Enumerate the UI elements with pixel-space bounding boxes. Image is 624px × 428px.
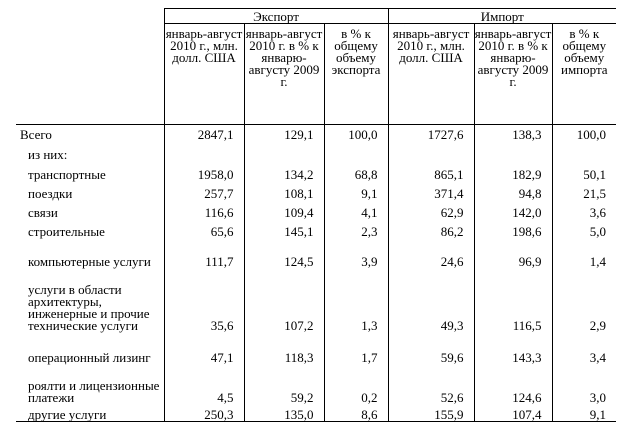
cell: 143,3 [474, 332, 552, 364]
cell: 9,1 [324, 181, 388, 200]
cell: 49,3 [388, 268, 474, 332]
cell: 1958,0 [164, 161, 244, 181]
cell: 3,0 [552, 364, 616, 404]
cell: 59,2 [244, 364, 324, 404]
cell: 0,2 [324, 364, 388, 404]
cell: 94,8 [474, 181, 552, 200]
cell: 107,2 [244, 268, 324, 332]
cell: 155,9 [388, 404, 474, 422]
table-row [16, 219, 616, 238]
table-row [16, 364, 616, 404]
table-row [16, 161, 616, 181]
cell: 865,1 [388, 161, 474, 181]
row-label: Всего [20, 126, 52, 142]
cell: 2,3 [324, 219, 388, 238]
table-row [16, 332, 616, 364]
cell: 182,9 [474, 161, 552, 181]
table-row [16, 200, 616, 219]
cell [474, 141, 552, 161]
cell: 129,1 [244, 125, 324, 141]
cell: 24,6 [388, 238, 474, 268]
cell: 257,7 [164, 181, 244, 200]
group-header-row [16, 9, 616, 24]
export-share-header: в % к общему объему экспорта [324, 24, 388, 125]
cell: 59,6 [388, 332, 474, 364]
cell: 100,0 [324, 125, 388, 141]
cell: 50,1 [552, 161, 616, 181]
table-row [16, 404, 616, 422]
cell: 1,3 [324, 268, 388, 332]
cell: 96,9 [474, 238, 552, 268]
label-header [16, 24, 164, 125]
row-label: связи [28, 204, 58, 220]
cell: 8,6 [324, 404, 388, 422]
cell: 2847,1 [164, 125, 244, 141]
row-label: другие услуги [16, 404, 164, 422]
cell: 135,0 [244, 404, 324, 422]
cell: 4,1 [324, 200, 388, 219]
table-row [16, 125, 616, 141]
cell: 107,4 [474, 404, 552, 422]
cell [388, 141, 474, 161]
table-row [16, 181, 616, 200]
cell: 116,6 [164, 200, 244, 219]
cell: 1,4 [552, 238, 616, 268]
column-header-row [16, 24, 616, 125]
cell: 111,7 [164, 238, 244, 268]
cell: 116,5 [474, 268, 552, 332]
table-row [16, 268, 616, 332]
cell: 4,5 [164, 364, 244, 404]
import-value-header: январь-август 2010 г., млн. долл. США [388, 24, 474, 125]
cell: 62,9 [388, 200, 474, 219]
row-label: из них: [28, 146, 68, 162]
cell: 86,2 [388, 219, 474, 238]
row-label: поездки [28, 185, 73, 201]
cell: 134,2 [244, 161, 324, 181]
table-row [16, 141, 616, 161]
cell: 2,9 [552, 268, 616, 332]
cell: 138,3 [474, 125, 552, 141]
cell: 108,1 [244, 181, 324, 200]
cell: 371,4 [388, 181, 474, 200]
cell [244, 141, 324, 161]
cell: 1,7 [324, 332, 388, 364]
cell: 124,5 [244, 238, 324, 268]
cell: 100,0 [552, 125, 616, 141]
row-label: компьютерные услуги [28, 253, 151, 269]
row-label: операционный лизинг [28, 349, 151, 365]
row-label: роялти и лицензионные платежи [28, 377, 160, 405]
export-header: Экспорт [164, 9, 388, 24]
cell: 3,4 [552, 332, 616, 364]
row-label: строительные [28, 223, 105, 239]
cell: 198,6 [474, 219, 552, 238]
header-blank [16, 9, 164, 24]
import-pct-prev-header: январь-август 2010 г. в % к январю-августу 2009 г. [474, 24, 552, 125]
cell: 35,6 [164, 268, 244, 332]
cell: 145,1 [244, 219, 324, 238]
import-header: Импорт [388, 9, 616, 24]
table-row [16, 238, 616, 268]
cell [164, 141, 244, 161]
cell: 109,4 [244, 200, 324, 219]
export-value-header: январь-август 2010 г., млн. долл. США [164, 24, 244, 125]
row-label: транспортные [28, 166, 106, 182]
export-pct-prev-header: январь-август 2010 г. в % к январю-августу 2009 г. [244, 24, 324, 125]
cell: 3,6 [552, 200, 616, 219]
cell: 52,6 [388, 364, 474, 404]
cell: 124,6 [474, 364, 552, 404]
cell [552, 141, 616, 161]
cell: 118,3 [244, 332, 324, 364]
cell: 250,3 [164, 404, 244, 422]
cell: 47,1 [164, 332, 244, 364]
services-trade-table [16, 8, 616, 422]
cell: 1727,6 [388, 125, 474, 141]
cell: 5,0 [552, 219, 616, 238]
cell: 65,6 [164, 219, 244, 238]
cell: 9,1 [552, 404, 616, 422]
row-label: услуги в области архитектуры, инженерные и прочие технические услуги [28, 281, 150, 333]
cell: 3,9 [324, 238, 388, 268]
import-share-header: в % к общему объему импорта [552, 24, 616, 125]
cell: 142,0 [474, 200, 552, 219]
cell: 68,8 [324, 161, 388, 181]
cell: 21,5 [552, 181, 616, 200]
cell [324, 141, 388, 161]
